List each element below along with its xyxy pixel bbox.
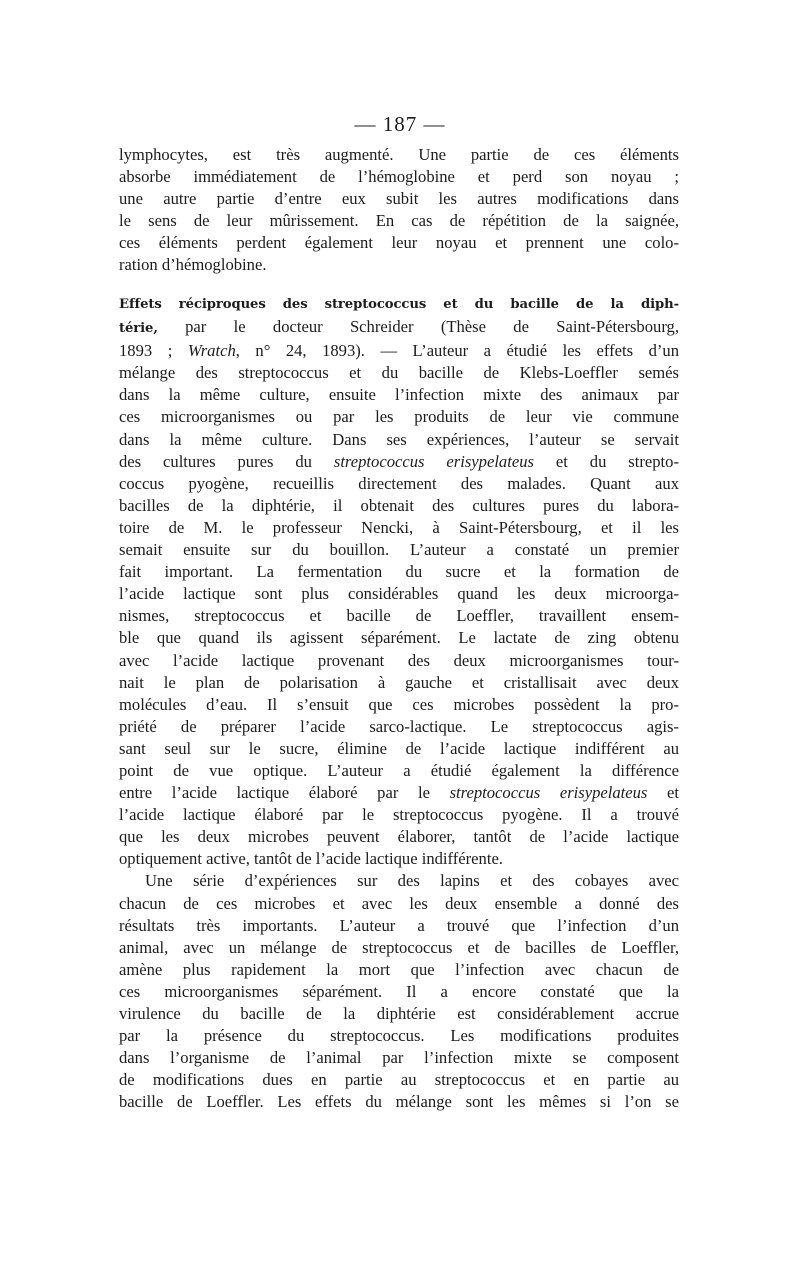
text-line: bacille de Loeffler. Les effets du mélange sont les mêmes si l’on se bbox=[119, 1092, 679, 1112]
article-heading-end: térie, bbox=[119, 321, 158, 337]
text-line: sant seul sur le sucre, élimine de l’acide lactique indifférent au bbox=[119, 738, 679, 758]
text-line: priété de préparer l’acide sarco-lactique. Le streptococcus agis- bbox=[119, 716, 679, 736]
text-line: amène plus rapidement la mort que l’infection avec chacun de bbox=[119, 959, 679, 979]
text-fragment: entre l’acide lactique élaboré par le bbox=[119, 783, 450, 803]
text-line: l’acide lactique élaboré par le streptococcus pyogène. Il a trouvé bbox=[119, 805, 679, 825]
text-line: dans l’organisme de l’animal par l’infection mixte se composent bbox=[119, 1048, 679, 1068]
text-line: toire de M. le professeur Nencki, à Saint-Pétersbourg, et il les bbox=[119, 517, 679, 537]
paragraph-lymphocytes bbox=[119, 144, 679, 277]
citation-rest: , n° 24, 1893). — L’auteur a étudié les effets d’un bbox=[235, 341, 679, 361]
text-fragment: et du strepto- bbox=[533, 451, 679, 471]
text-line: l’acide lactique sont plus considérables quand les deux microorga- bbox=[119, 584, 679, 604]
article-streptococcus-diphtheria bbox=[119, 292, 679, 1113]
journal-title: Wratch bbox=[187, 341, 236, 361]
text-fragment: et bbox=[647, 783, 679, 803]
text-line: nait le plan de polarisation à gauche et cristallisait avec deux bbox=[119, 672, 679, 692]
text-line: résultats très importants. L’auteur a trouvé que l’infection d’un bbox=[119, 915, 679, 935]
page-number: — 187 — bbox=[354, 112, 446, 136]
text-line: ces microorganismes séparément. Il a encore constaté que la bbox=[119, 981, 679, 1001]
text-line bbox=[119, 316, 679, 340]
text-line: dans la même culture. Dans ses expériences, l’auteur se servait bbox=[119, 429, 679, 449]
text-line: de modifications dues en partie au streptococcus et en partie au bbox=[119, 1070, 679, 1090]
text-line: animal, avec un mélange de streptococcus et de bacilles de Loeffler, bbox=[119, 937, 679, 957]
text-line bbox=[119, 340, 679, 362]
article-heading: Effets réciproques des streptococcus et du bacille de la diph- bbox=[119, 297, 679, 312]
text-line: que les deux microbes peuvent élaborer, tantôt de l’acide lactique bbox=[119, 827, 679, 847]
text-line: ces éléments perdent également leur noyau et prennent une colo- bbox=[119, 233, 679, 253]
text-line: chacun de ces microbes et avec les deux ensemble a donné des bbox=[119, 893, 679, 913]
text-line: molécules d’eau. Il s’ensuit que ces microbes possèdent la pro- bbox=[119, 694, 679, 714]
text-fragment: des cultures pures du bbox=[119, 451, 334, 471]
text-line bbox=[119, 782, 679, 804]
text-line: mélange des streptococcus et du bacille de Klebs-Loeffler semés bbox=[119, 363, 679, 383]
text-line: Une série d’expériences sur des lapins et des cobayes avec bbox=[145, 871, 679, 891]
text-line: point de vue optique. L’auteur a étudié également la différence bbox=[119, 760, 679, 780]
text-line: avec l’acide lactique provenant des deux microorganismes tour- bbox=[119, 650, 679, 670]
text-line: ration d’hémoglobine. bbox=[119, 255, 267, 275]
text-line: semait ensuite sur du bouillon. L’auteur a constaté un premier bbox=[119, 540, 679, 560]
text-line: virulence du bacille de la diphtérie est considérablement accrue bbox=[119, 1004, 679, 1023]
text-line: ble que quand ils agissent séparément. Le lactate de zing obtenu bbox=[119, 628, 679, 648]
text-line: bacilles de la diphtérie, il obtenait des cultures pures du labora- bbox=[119, 495, 679, 515]
article-author: par le docteur Schreider (Thèse de Saint-Pétersbourg, bbox=[157, 317, 679, 337]
text-line: nismes, streptococcus et bacille de Loeffler, travaillent ensem- bbox=[119, 606, 679, 626]
text-line: optiquement active, tantôt de l’acide lactique indifférente. bbox=[119, 849, 503, 869]
text-line: le sens de leur mûrissement. En cas de répétition de la saignée, bbox=[119, 211, 679, 231]
text-line: par la présence du streptococcus. Les modifications produites bbox=[119, 1026, 679, 1046]
text-line: ces microorganismes ou par les produits de leur vie commune bbox=[119, 407, 679, 427]
article-heading-line bbox=[119, 292, 679, 316]
citation-year: 1893 ; bbox=[119, 341, 188, 361]
text-line: lymphocytes, est très augmenté. Une partie de ces éléments bbox=[119, 145, 679, 164]
text-line: absorbe immédiatement de l’hémoglobine et perd son noyau ; bbox=[119, 167, 679, 187]
species-name: streptococcus erisypelateus bbox=[449, 783, 648, 803]
species-name: streptococcus erisypelateus bbox=[333, 451, 534, 471]
text-line: coccus pyogène, recueillis directement des malades. Quant aux bbox=[119, 473, 679, 493]
text-line: fait important. La fermentation du sucre et la formation de bbox=[119, 562, 679, 582]
text-line: une autre partie d’entre eux subit les autres modifications dans bbox=[119, 189, 679, 209]
text-line bbox=[119, 451, 679, 473]
text-line: dans la même culture, ensuite l’infection mixte des animaux par bbox=[119, 385, 679, 405]
